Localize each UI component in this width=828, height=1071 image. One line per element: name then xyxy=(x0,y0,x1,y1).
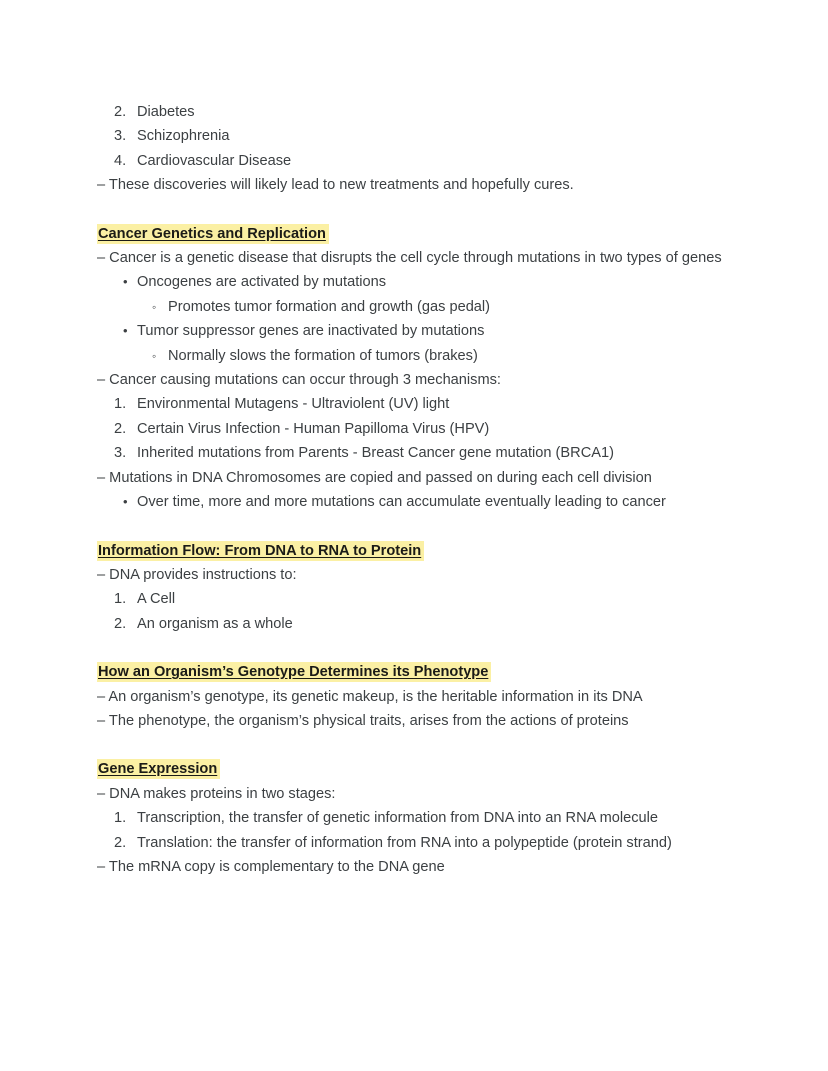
section-heading-information-flow: Information Flow: From DNA to RNA to Protein xyxy=(97,541,424,561)
list-item-text: An organism as a whole xyxy=(137,615,293,632)
list-marker: 1. xyxy=(114,396,127,413)
list-item xyxy=(97,270,730,294)
bullet-disc-icon: • xyxy=(123,274,128,290)
section-heading-row xyxy=(97,539,730,563)
list-item-text: Over time, more and more mutations can accumulate eventually leading to cancer xyxy=(137,494,666,511)
bullet-circle-icon: ◦ xyxy=(152,348,157,363)
oncogene-sub-list xyxy=(97,295,730,319)
section-spacer xyxy=(97,198,730,222)
list-item xyxy=(97,149,730,173)
list-item xyxy=(97,612,730,636)
list-item-text: Inherited mutations from Parents - Breast Cancer gene mutation (BRCA1) xyxy=(137,445,614,462)
section-spacer xyxy=(97,733,730,757)
list-marker: 2. xyxy=(114,104,127,120)
paragraph-mechanisms-lead: – Cancer causing mutations can occur through 3 mechanisms: xyxy=(97,372,501,389)
list-marker: 1. xyxy=(114,810,127,827)
list-item xyxy=(97,441,730,465)
list-item-text: Transcription, the transfer of genetic information from DNA into an RNA molecule xyxy=(137,810,659,827)
tumor-suppressor-sub-list xyxy=(97,344,730,368)
section-spacer xyxy=(97,636,730,660)
list-item-text: Cardiovascular Disease xyxy=(137,152,292,169)
paragraph-two-stages: – DNA makes proteins in two stages: xyxy=(97,785,336,802)
bullet-circle-icon: ◦ xyxy=(152,299,157,314)
list-marker: 2. xyxy=(114,615,127,632)
paragraph-discoveries: – These discoveries will likely lead to new treatments and hopefully cures. xyxy=(97,177,574,194)
list-item-text: Translation: the transfer of information from RNA into a polypeptide (protein strand) xyxy=(137,834,672,851)
list-item-text: Schizophrenia xyxy=(137,128,230,145)
bullet-disc-icon: • xyxy=(123,494,128,510)
section-heading-gene-expression: Gene Expression xyxy=(97,759,220,779)
list-marker: 3. xyxy=(114,445,127,462)
list-item xyxy=(97,490,730,514)
list-item-text: Tumor suppressor genes are inactivated by mutations xyxy=(137,323,485,340)
list-marker: 3. xyxy=(114,128,127,145)
list-item-text: Oncogenes are activated by mutations xyxy=(137,274,387,291)
section-heading-row xyxy=(97,660,730,684)
list-item xyxy=(97,344,730,368)
section-heading-genotype-phenotype: How an Organism’s Genotype Determines its Phenotype xyxy=(97,662,491,682)
mutations-accumulate-list xyxy=(97,490,730,514)
list-item xyxy=(97,806,730,830)
bullet-disc-icon: • xyxy=(123,323,128,339)
top-numbered-list xyxy=(97,100,730,173)
mechanisms-list xyxy=(97,392,730,465)
list-item xyxy=(97,295,730,319)
section-spacer xyxy=(97,515,730,539)
list-item-text: Diabetes xyxy=(137,104,195,120)
list-item xyxy=(97,392,730,416)
list-item-text: Normally slows the formation of tumors (brakes) xyxy=(168,347,478,364)
cancer-gene-types-list xyxy=(97,270,730,294)
list-item-text: Environmental Mutagens - Ultraviolent (UV) light xyxy=(137,396,450,413)
paragraph-genotype: – An organism’s genotype, its genetic makeup, is the heritable information in its DNA xyxy=(97,688,643,705)
gene-expression-stages-list xyxy=(97,806,730,855)
paragraph-dna-instructions: – DNA provides instructions to: xyxy=(97,566,297,583)
list-item xyxy=(97,124,730,148)
list-item xyxy=(97,100,730,124)
list-marker: 2. xyxy=(114,420,127,437)
paragraph-mrna-complementary: – The mRNA copy is complementary to the DNA gene xyxy=(97,858,445,875)
paragraph-cancer-intro: – Cancer is a genetic disease that disrupts the cell cycle through mutations in two types of genes xyxy=(97,250,722,267)
dna-instructions-list xyxy=(97,587,730,636)
list-item-text: Promotes tumor formation and growth (gas pedal) xyxy=(168,298,491,315)
section-heading-cancer-genetics: Cancer Genetics and Replication xyxy=(97,224,329,244)
tumor-suppressor-list xyxy=(97,319,730,343)
list-item xyxy=(97,319,730,343)
list-marker: 1. xyxy=(114,591,127,608)
list-marker: 4. xyxy=(114,152,127,169)
list-item xyxy=(97,587,730,611)
list-marker: 2. xyxy=(114,834,127,851)
paragraph-mutations-copied: – Mutations in DNA Chromosomes are copied and passed on during each cell division xyxy=(97,469,652,486)
document-body xyxy=(97,100,730,879)
section-heading-row xyxy=(97,222,730,246)
list-item-text: A Cell xyxy=(137,591,176,608)
list-item xyxy=(97,417,730,441)
paragraph-phenotype: – The phenotype, the organism’s physical traits, arises from the actions of proteins xyxy=(97,712,629,729)
list-item xyxy=(97,831,730,855)
section-heading-row xyxy=(97,757,730,781)
list-item-text: Certain Virus Infection - Human Papilloma Virus (HPV) xyxy=(137,420,490,437)
